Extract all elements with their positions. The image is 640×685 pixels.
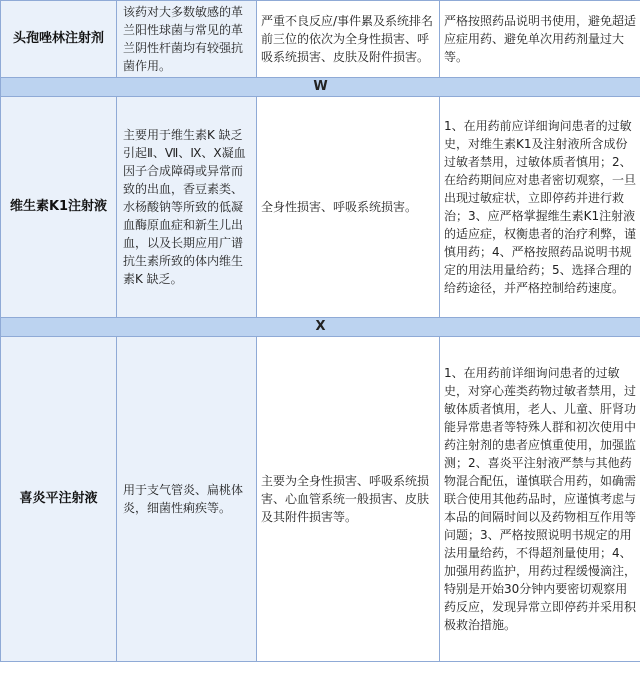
usage-advice: 1、在用药前详细询问患者的过敏史，对穿心莲类药物过敏者禁用，过敏体质者慎用，老人、儿童、肝肾功能异常患者等特殊人群和初次使用中药注射剂的患者应慎重使用，加强监测；2、喜炎平注射液严禁与其他药物混合配伍，谨慎联合用药，如确需联合使用其他药品时，应谨慎考虑与本品的间隔时间以及药物相互作用等问题；3、严格按照说明书规定的用法用量给药，不得超剂量使用；4、加强用药监护，用药过程缓慢滴注，特别是开始30分钟内要密切观察用药反应，发现异常立即停药并采用积极救治措施。 [440,337,640,662]
drug-indication: 用于支气管炎、扁桃体炎，细菌性痢疾等。 [117,337,257,662]
drug-name: 头孢唑林注射剂 [1,1,117,78]
section-letter: X [1,318,640,337]
drug-name: 喜炎平注射液 [1,337,117,662]
adverse-reaction: 严重不良反应/事件累及系统排名前三位的依次为全身性损害、呼吸系统损害、皮肤及附件损害。 [257,1,440,78]
drug-indication: 主要用于维生素K 缺乏引起Ⅱ、Ⅶ、Ⅸ、Ⅹ凝血因子合成障碍或异常而致的出血，香豆素类、水杨酸钠等所致的低凝血酶原血症和新生儿出血，以及长期应用广谱抗生素所致的体内维生素K 缺乏。 [117,97,257,318]
table-row [1,97,640,318]
section-letter: W [1,78,640,97]
table-row [1,337,640,662]
usage-advice: 1、在用药前应详细询问患者的过敏史，对维生素K1及注射液所含成份过敏者禁用，过敏体质者慎用；2、在给药期间应对患者密切观察，一旦出现过敏症状，立即停药并进行救治；3、应严格掌握维生素K1注射液的适应症，权衡患者的治疗利弊，谨慎用药；4、严格按照药品说明书规定的用法用量给药；5、选择合理的给药途径，并严格控制给药速度。 [440,97,640,318]
adverse-reaction: 主要为全身性损害、呼吸系统损害、心血管系统一般损害、皮肤及其附件损害等。 [257,337,440,662]
table-row [1,1,640,78]
usage-advice: 严格按照药品说明书使用，避免超适应症用药、避免单次用药剂量过大等。 [440,1,640,78]
adverse-reaction: 全身性损害、呼吸系统损害。 [257,97,440,318]
section-header-w [1,78,640,97]
drug-name: 维生素K1注射液 [1,97,117,318]
section-header-x [1,318,640,337]
drug-indication: 该药对大多数敏感的革兰阳性球菌与常见的革兰阴性杆菌均有较强抗菌作用。 [117,1,257,78]
